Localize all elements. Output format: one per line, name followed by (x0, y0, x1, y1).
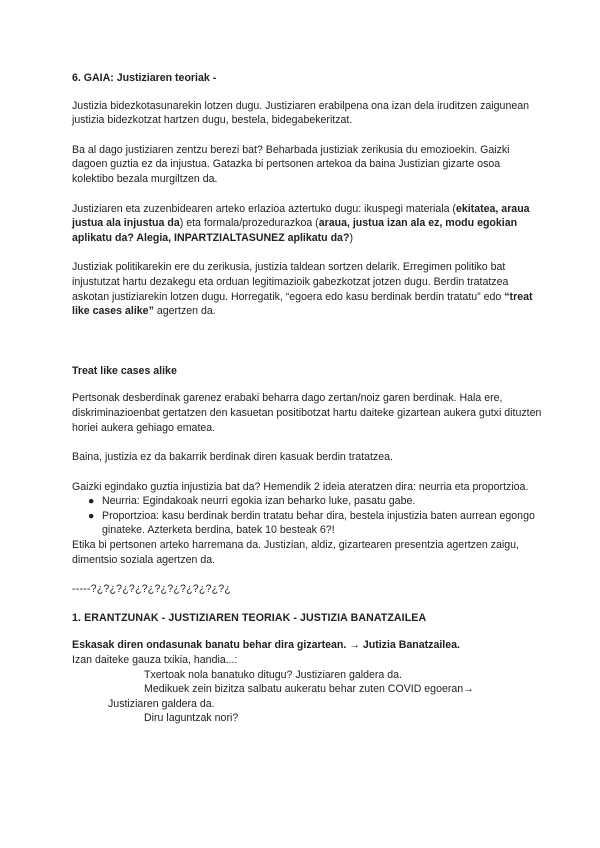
paragraph-1: Justizia bidezkotasunarekin lotzen dugu. Justiziaren erabilpena ona izan dela iruditzen zaigunean justizia bidezkotzat hartzen dugu, bestela, bidegabekeritzat. (72, 99, 530, 127)
bullet-list (72, 494, 542, 538)
paragraph-4-text-b: agertzen da. (153, 305, 216, 318)
paragraph-3-text-b: ) eta formala/prozedurazkoa ( (179, 217, 319, 230)
section-title: Treat like cases alike (72, 364, 177, 377)
paragraph-7: Gaizki egindako guztia injustizia bat da? Hemendik 2 ideia ateratzen dira: neurria eta proportzioa. (72, 480, 529, 493)
paragraph-3-bold-b: araua, justua izan ala ez, modu egokian aplikatu da? Alegia, INPARTZIALTASUNEZ aplikatu da? (72, 217, 518, 244)
paragraph-3-text-a: Justiziaren eta zuzenbidearen arteko erlazioa aztertuko dugu: ikuspegi materiala ( (72, 202, 456, 215)
line-1: Izan daiteke gauza txikia, handia...: (72, 654, 238, 667)
divider-line: -----?¿?¿?¿?¿?¿?¿?¿?¿?¿?¿?¿ (72, 583, 232, 596)
paragraph-8: Etika bi pertsonen arteko harremana da. Justizian, aldiz, gizartearen presentzia agertzen zaigu, dimentsio soziala agertzen da. (72, 539, 519, 566)
line-5: Diru laguntzak nori? (144, 712, 239, 725)
line-4: Justiziaren galdera da. (108, 697, 215, 710)
bullet-icon: ● (88, 509, 95, 522)
paragraph-3-text-c: ) (349, 231, 353, 244)
list-item (72, 509, 542, 538)
bullet-text-2: Proportzioa: kasu berdinak berdin tratatu behar dira, bestela injustizia baten aurrean egongo ginateke. Azterketa berdina, batek 10 besteak 6?! (102, 509, 535, 537)
paragraph-3 (72, 202, 542, 246)
spacer (72, 334, 542, 364)
paragraph-4-text-a: Justiziak politikarekin ere du zerikusia, justizia taldean sortzen delarik. Erregimen politiko bat injustutzat hartu dezakegu eta orduan legitimazioik gabezkotzat jotzen dugu. Berdin tratatzea askotan justiziarekin lotzen dugu. Horregatik, “egoera edo kasu berdinak berdin tratatu” edo (72, 261, 509, 303)
list-item (72, 494, 542, 509)
paragraph-4-bold: “treat like cases alike” (72, 290, 533, 318)
section-heading-2: 1. ERANTZUNAK - JUSTIZIAREN TEORIAK - JUSTIZIA BANATZAILEA (72, 611, 427, 624)
bold-statement: Eskasak diren ondasunak banatu behar dira gizartean. → Jutizia Banatzailea. (72, 639, 460, 652)
bullet-icon: ● (88, 495, 95, 508)
bullet-text-1: Neurria: Egindakoak neurri egokia izan beharko luke, pasatu gabe. (102, 495, 416, 508)
line-2: Txertoak nola banatuko ditugu? Justiziaren galdera da. (144, 668, 402, 681)
paragraph-3-bold-a: ekitatea, araua justua ala injustua da (72, 202, 530, 230)
page-title: 6. GAIA: Justiziaren teoriak - (72, 72, 217, 84)
document-page (72, 71, 542, 726)
paragraph-5: Pertsonak desberdinak garenez erabaki beharra dago zertan/noiz garen berdinak. Hala ere, diskriminazioenbat gertatzen den kasuetan positibotzat hartu daiteke gizartean aukera gutxi dituzten horiei aukera gehiago ematea. (72, 392, 542, 434)
line-3: Medikuek zein bizitza salbatu aukeratu behar zuten COVID egoeran→ (144, 683, 474, 696)
paragraph-6: Baina, justizia ez da bakarrik berdinak diren kasuak berdin tratatzea. (72, 451, 393, 464)
paragraph-2: Ba al dago justiziaren zentzu berezi bat? Beharbada justiziak zerikusia du emozioekin. Gaizki dagoen guztia ez da injustua. Gatazka bi pertsonen artekoa da baina Justizian gizarte osoa kolektibo bezala murgiltzen da. (72, 143, 510, 185)
paragraph-4 (72, 260, 542, 318)
